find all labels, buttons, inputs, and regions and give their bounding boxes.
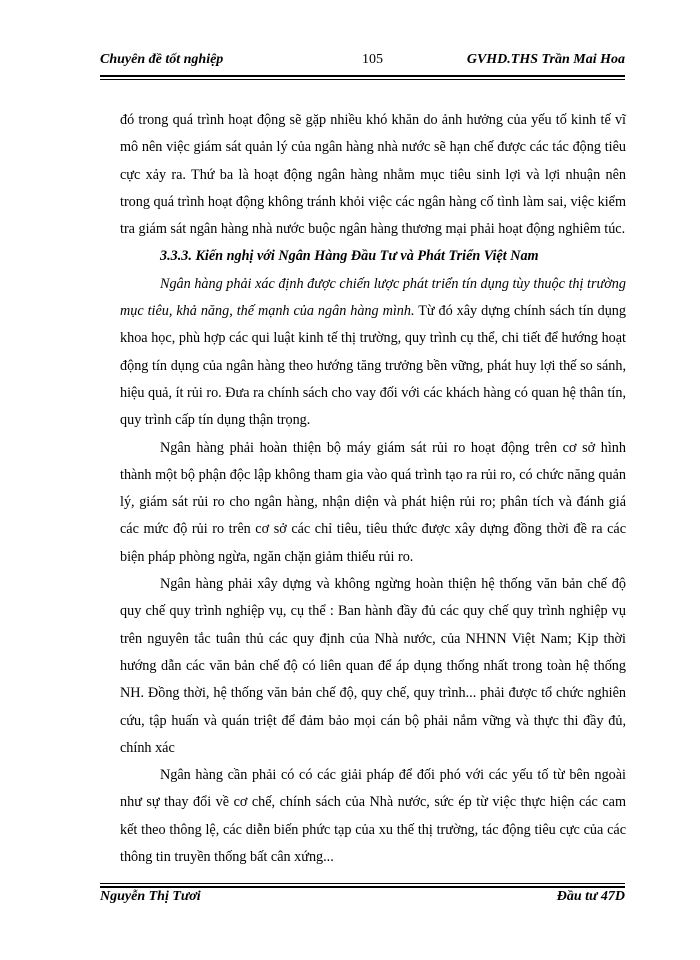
page-number: 105 [362,52,383,67]
footer-rule-thin [100,883,625,884]
header-supervisor: GVHD.THS Trần Mai Hoa [466,52,625,67]
paragraph-regulations: Ngân hàng phải xây dựng và không ngừng hoàn thiện hệ thống văn bản chế độ quy chế quy trình nghiệp vụ, cụ thể : Ban hành đầy đủ các quy chế quy trình nghiệp vụ trên nguyên tắc tuân thủ các quy định của Nhà nước, của NHNN Việt Nam; Kịp thời hướng dẫn các văn bản chế độ có liên quan để áp dụng thống nhất trong toàn hệ thống NH. Đồng thời, hệ thống văn bản chế độ, quy chế, quy trình... phải được tổ chức nghiên cứu, tập huấn và quán triệt để đảm bảo mọi cán bộ phải nắm vững và thực thi đầy đủ, chính xác [120,576,626,756]
paragraph-credit-strategy [120,271,626,435]
page-footer [100,889,625,913]
header-document-type: Chuyên đề tốt nghiệp [100,52,224,67]
page-header [100,48,625,74]
header-rule-thick [100,75,625,77]
document-body [120,107,626,871]
section-heading: 3.3.3. Kiến nghị với Ngân Hàng Đầu Tư và Phát Triển Việt Nam [160,248,539,265]
header-rule-thin [100,79,625,80]
paragraph-credit-strategy-emphasis: Ngân hàng phải xác định được chiến lược phát triển tín dụng tùy thuộc thị trường mục tiêu, khả năng, thế mạnh của ngân hàng mình. [120,275,626,320]
paragraph-continuation: đó trong quá trình hoạt động sẽ gặp nhiều khó khăn do ảnh hưởng của yếu tố kinh tế vĩ mô nên việc giám sát quản lý của ngân hàng nhà nước sẽ hạn chế được các tác động tiêu cực xảy ra. Thứ ba là hoạt động ngân hàng nhằm mục tiêu sinh lợi và lợi nhuận nên trong quá trình hoạt động không tránh khỏi việc các ngân hàng cố tình làm sai, việc kiểm tra giám sát ngân hàng nhà nước buộc ngân hàng thương mại phải hoạt động nghiêm túc. [120,112,626,238]
paragraph-risk-supervision: Ngân hàng phải hoàn thiện bộ máy giám sát rủi ro hoạt động trên cơ sở hình thành một bộ phận độc lập không tham gia vào quá trình tạo ra rủi ro, có chức năng quản lý, giám sát rủi ro cho ngân hàng, nhận diện và phát hiện rủi ro; phân tích và đánh giá các mức độ rủi ro trên cơ sở các chỉ tiêu, tiêu thức được xây dựng đồng thời đề ra các biện pháp phòng ngừa, ngăn chặn giảm thiểu rủi ro. [120,439,626,565]
paragraph-credit-strategy-rest: Từ đó xây dựng chính sách tín dụng khoa học, phù hợp các qui luật kinh tế thị trường, quy trình cụ thể, chi tiết để hướng hoạt động tín dụng của ngân hàng theo hướng tăng trưởng bền vững, phát huy lợi thế so sánh, hiệu quả, ít rủi ro. Đưa ra chính sách cho vay đối với các khách hàng có quan hệ thân tín, quy trình cấp tín dụng thận trọng. [120,303,626,429]
footer-rule-thick [100,886,625,888]
footer-author: Nguyễn Thị Tươi [100,889,201,904]
footer-class: Đầu tư 47D [556,889,625,904]
paragraph-external-factors: Ngân hàng cần phải có có các giải pháp để đối phó với các yếu tố từ bên ngoài như sự thay đổi về cơ chế, chính sách của Nhà nước, sức ép từ việc thực hiện các cam kết theo thông lệ, các diễn biến phức tạp của xu thế thị trường, tác động tiêu cực của các thông tin truyền thống bất cân xứng... [120,767,626,866]
